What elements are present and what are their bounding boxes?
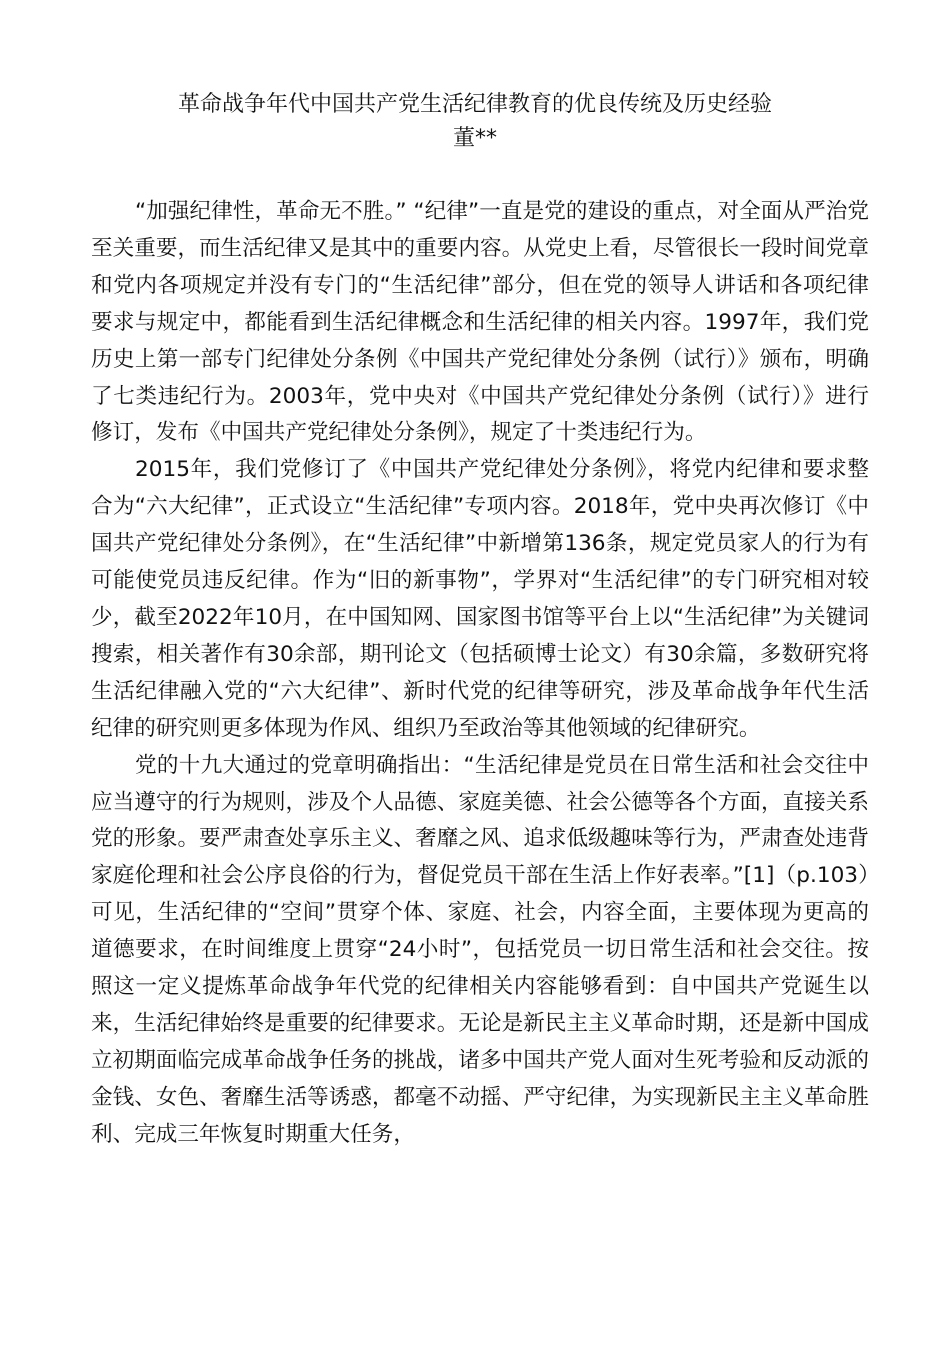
document-title: 革命战争年代中国共产党生活纪律教育的优良传统及历史经验 [177, 92, 772, 117]
document-body [91, 194, 869, 1154]
paragraph-1: “加强纪律性，革命无不胜。” “纪律”一直是党的建设的重点，对全面从严治党至关重要，而生活纪律又是其中的重要内容。从党史上看，尽管很长一段时间党章和党内各项规定并没有专门的“生活纪律”部分，但在党的领导人讲话和各项纪律要求与规定中，都能看到生活纪律概念和生活纪律的相关内容。1997年，我们党历史上第一部专门纪律处分条例《中国共产党纪律处分条例（试行）》颁布，明确了七类违纪行为。2003年，党中央对《中国共产党纪律处分条例（试行）》进行修订，发布《中国共产党纪律处分条例》，规定了十类违纪行为。 [91, 199, 869, 446]
paragraph-2: 2015年，我们党修订了《中国共产党纪律处分条例》，将党内纪律和要求整合为“六大纪律”，正式设立“生活纪律”专项内容。2018年，党中央再次修订《中国共产党纪律处分条例》，在“生活纪律”中新增第136条，规定党员家人的行为有可能使党员违反纪律。作为“旧的新事物”，学界对“生活纪律”的专门研究相对较少，截至2022年10月，在中国知网、国家图书馆等平台上以“生活纪律”为关键词搜索，相关著作有30余部，期刊论文（包括硕博士论文）有30余篇，多数研究将生活纪律融入党的“六大纪律”、新时代党的纪律等研究，涉及革命战争年代生活纪律的研究则更多体现为作风、组织乃至政治等其他领域的纪律研究。 [91, 457, 869, 741]
document-author: 董** [452, 126, 497, 151]
paragraph-3: 党的十九大通过的党章明确指出：“生活纪律是党员在日常生活和社会交往中应当遵守的行为规则，涉及个人品德、家庭美德、社会公德等各个方面，直接关系党的形象。要严肃查处享乐主义、奢靡之风、追求低级趣味等行为，严肃查处违背家庭伦理和社会公序良俗的行为，督促党员干部在生活上作好表率。”[1]（p.103）可见，生活纪律的“空间”贯穿个体、家庭、社会，内容全面，主要体现为更高的道德要求，在时间维度上贯穿“24小时”，包括党员一切日常生活和社会交往。按照这一定义提炼革命战争年代党的纪律相关内容能够看到：自中国共产党诞生以来，生活纪律始终是重要的纪律要求。无论是新民主主义革命时期，还是新中国成立初期面临完成革命战争任务的挑战，诸多中国共产党人面对生死考验和反动派的金钱、女色、奢靡生活等诱惑，都毫不动摇、严守纪律，为实现新民主主义革命胜利、完成三年恢复时期重大任务， [91, 752, 869, 1147]
